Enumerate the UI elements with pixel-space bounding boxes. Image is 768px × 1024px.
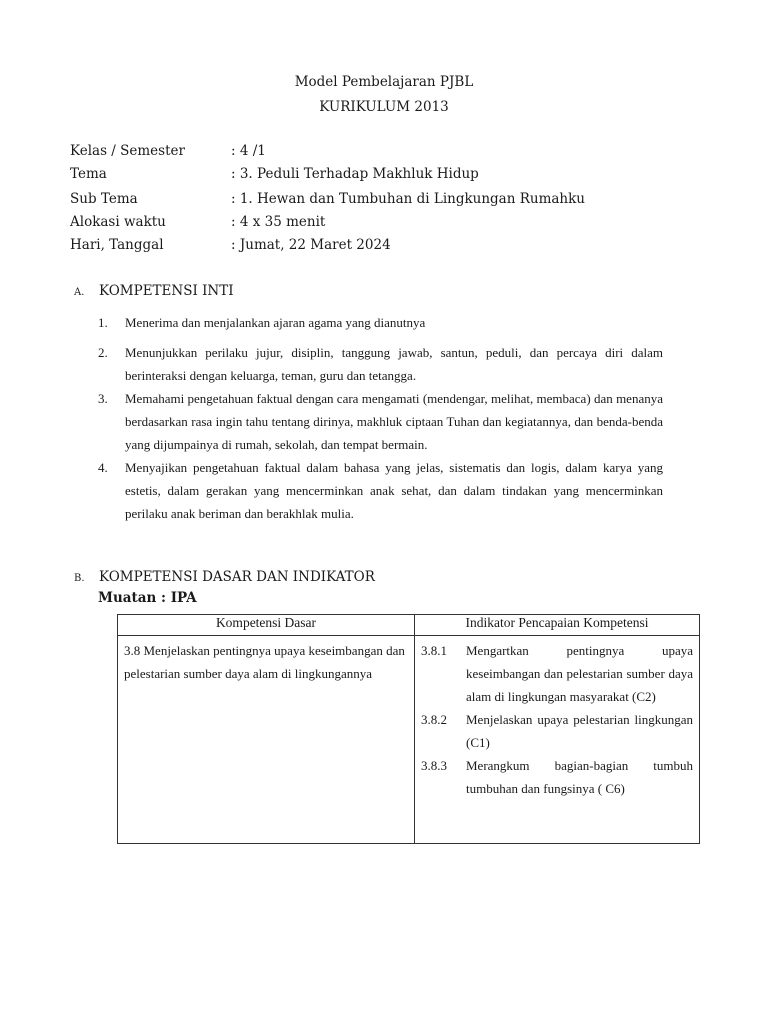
list-item bbox=[98, 387, 663, 456]
item-number: 2. bbox=[98, 345, 108, 360]
indicator-code: 3.8.1 bbox=[421, 643, 447, 658]
document-subtitle: KURIKULUM 2013 bbox=[319, 99, 449, 115]
meta-value: : 1. Hewan dan Tumbuhan di Lingkungan Rumahku bbox=[231, 191, 585, 207]
indicator-text: Mengartkan pentingnya upaya keseimbangan dan pelestarian sumber daya alam di lingkungan masyarakat (C2) bbox=[466, 643, 693, 704]
indicator-cell bbox=[415, 636, 700, 844]
section-title: KOMPETENSI INTI bbox=[99, 283, 234, 299]
section-letter: A. bbox=[74, 287, 85, 298]
section-a-heading bbox=[74, 283, 234, 299]
item-text: Memahami pengetahuan faktual dengan cara mengamati (mendengar, melihat, membaca) dan menanya berdasarkan rasa ingin tahu tentang dirinya, makhluk ciptaan Tuhan dan kegiatannya, dan benda-benda yang dijumpainya di rumah, sekolah, dan tempat bermain. bbox=[125, 391, 663, 452]
table-row bbox=[118, 636, 700, 844]
meta-label: Tema bbox=[70, 166, 107, 182]
table-header-row bbox=[118, 615, 700, 636]
item-text: Menerima dan menjalankan ajaran agama yang dianutnya bbox=[125, 315, 426, 330]
kd-cell: 3.8 Menjelaskan pentingnya upaya keseimbangan dan pelestarian sumber daya alam di lingkungannya bbox=[118, 636, 415, 844]
meta-label: Alokasi waktu bbox=[70, 214, 166, 230]
item-number: 4. bbox=[98, 460, 108, 475]
subject-label: Muatan : IPA bbox=[98, 590, 197, 606]
column-header: Kompetensi Dasar bbox=[118, 615, 415, 636]
indicator-text: Merangkum bagian-bagian tumbuh tumbuhan dan fungsinya ( C6) bbox=[466, 758, 693, 796]
section-title: KOMPETENSI DASAR DAN INDIKATOR bbox=[99, 569, 375, 585]
kompetensi-inti-list bbox=[98, 311, 663, 525]
meta-value: : 4 x 35 menit bbox=[231, 214, 326, 230]
list-item bbox=[98, 341, 663, 387]
list-item bbox=[98, 311, 663, 334]
section-letter: B. bbox=[74, 573, 85, 584]
meta-label: Sub Tema bbox=[70, 191, 138, 207]
kompetensi-table bbox=[117, 614, 700, 844]
document-title: Model Pembelajaran PJBL bbox=[294, 74, 474, 90]
column-header: Indikator Pencapaian Kompetensi bbox=[415, 615, 700, 636]
indicator-code: 3.8.2 bbox=[421, 712, 447, 727]
meta-label: Kelas / Semester bbox=[70, 143, 185, 159]
meta-value: : 3. Peduli Terhadap Makhluk Hidup bbox=[231, 166, 479, 182]
meta-value: : Jumat, 22 Maret 2024 bbox=[231, 237, 391, 253]
meta-value: : 4 /1 bbox=[231, 143, 266, 159]
indicator-item bbox=[421, 639, 693, 708]
indicator-text: Menjelaskan upaya pelestarian lingkungan (C1) bbox=[466, 712, 693, 750]
item-number: 3. bbox=[98, 391, 108, 406]
item-number: 1. bbox=[98, 315, 108, 330]
indicator-code: 3.8.3 bbox=[421, 758, 447, 773]
indicator-item bbox=[421, 708, 693, 754]
meta-label: Hari, Tanggal bbox=[70, 237, 164, 253]
item-text: Menunjukkan perilaku jujur, disiplin, tanggung jawab, santun, peduli, dan percaya diri dalam berinteraksi dengan keluarga, teman, guru dan tetangga. bbox=[125, 345, 663, 383]
section-b-heading bbox=[74, 569, 375, 585]
indicator-item bbox=[421, 754, 693, 800]
list-item bbox=[98, 456, 663, 525]
item-text: Menyajikan pengetahuan faktual dalam bahasa yang jelas, sistematis dan logis, dalam karya yang estetis, dalam gerakan yang mencerminkan anak sehat, dan dalam tindakan yang mencerminkan perilaku anak beriman dan berakhlak mulia. bbox=[125, 460, 663, 521]
